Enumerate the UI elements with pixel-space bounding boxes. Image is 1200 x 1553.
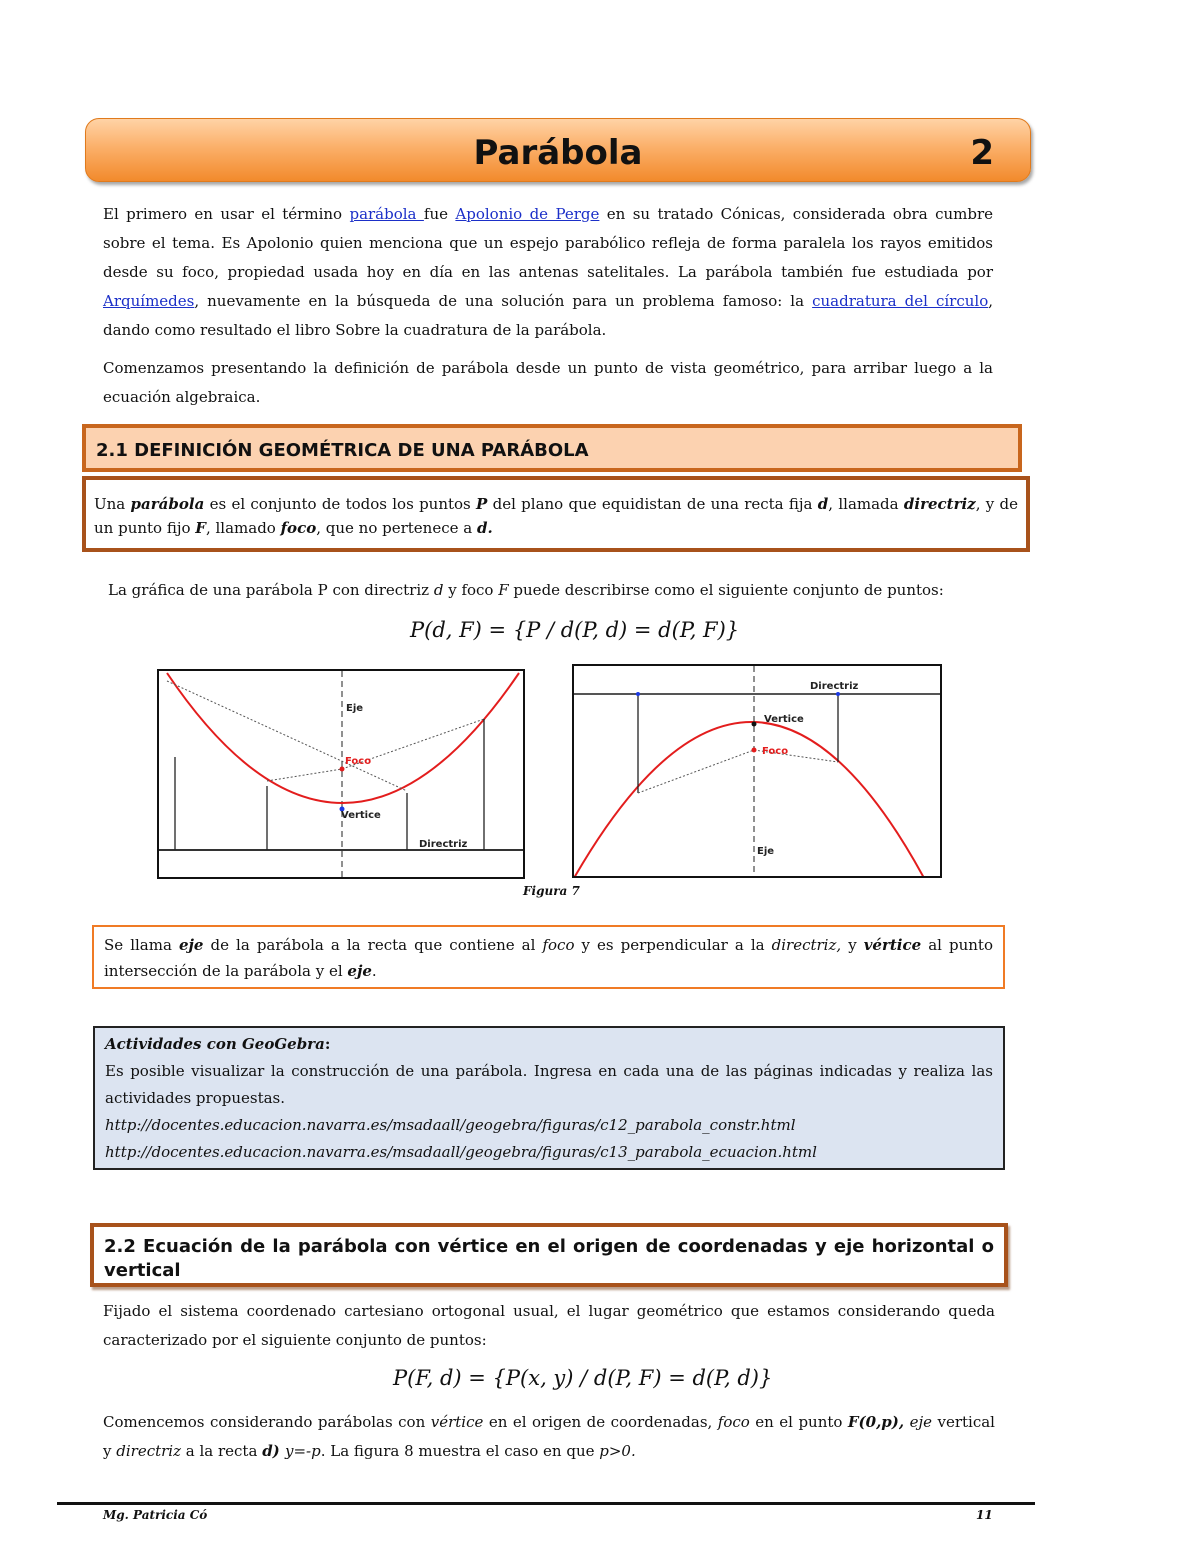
dotted-segment [638,750,754,793]
figure-right-parabola [572,664,942,878]
label-vertice: Vertice [764,714,804,725]
chapter-title-banner [85,118,1031,182]
def-text: , que no pertenece a [316,519,477,537]
def-text: Una [94,495,131,513]
section22-paragraph-2 [103,1408,995,1466]
def-term-directriz: directriz [903,495,976,513]
focus-point [340,767,345,772]
dotted-segment [267,769,342,781]
vertex-point [752,722,757,727]
label-directriz: Directriz [419,839,468,850]
label-directriz: Directriz [810,681,859,692]
s22-term-p: p>0. [599,1442,636,1460]
footer-divider [57,1502,1035,1505]
link-cuadratura[interactable]: cuadratura del círculo [812,292,989,310]
geogebra-title-text: Actividades con GeoGebra [105,1035,325,1053]
s22-text: . La figura 8 muestra el caso en que [320,1442,600,1460]
formula-definition: P(d, F) = {P / d(P, d) = d(P, F)} [410,618,740,642]
geogebra-activities-box [93,1026,1005,1170]
link-parabola[interactable]: parábola [349,205,424,223]
footer-page-number: 11 [976,1508,993,1522]
s22-text: en el origen de coordenadas, [483,1413,718,1431]
graph-description [108,578,944,602]
directrix-point [836,692,840,696]
s22-text: vertical y [103,1413,995,1460]
graph-text: y foco [443,581,499,599]
def-text: , llamado [205,519,281,537]
def-term-F: F [195,519,206,537]
term-eje: eje [178,936,204,954]
geogebra-title-colon: : [324,1035,331,1053]
focus-point [752,748,757,753]
directrix-point [636,692,640,696]
intro-text: en su tratado Cónicas, considerada obra cumbre sobre el tema. Es Apolonio quien menciona que un espejo parabólico refleja de forma paralela los rayos emitidos desde su foco, propiedad usada hoy en día en las antenas satelitales. La parábola también fue estudiada por [103,205,993,281]
eje-text: . [371,962,377,980]
s22-term-F: F(0,p), [847,1413,905,1431]
s22-term-directriz: directriz [116,1442,181,1460]
section-heading-2-2: 2.2 Ecuación de la parábola con vértice en el origen de coordenadas y eje horizontal o vertical [90,1223,1008,1287]
intro-text: , dando como resultado el libro Sobre la cuadratura de la parábola. [103,292,994,339]
dotted-segment [167,681,407,791]
eje-text: y es perpendicular a la [574,936,772,954]
section-heading-2-1 [82,424,1022,472]
s22-term-vertice: vértice [430,1413,484,1431]
s22-text: en el punto [749,1413,848,1431]
geogebra-text: Es posible visualizar la construcción de una parábola. Ingresa en cada una de las páginas indicadas y realiza las actividades propuestas. [105,1062,993,1107]
eje-text: de la parábola a la recta que contiene al [203,936,543,954]
formula-section22: P(F, d) = {P(x, y) / d(P, F) = d(P, d)} [393,1366,773,1390]
s22-term-y: y=-p [285,1442,321,1460]
section-heading-text: 2.1 DEFINICIÓN GEOMÉTRICA DE UNA PARÁBOLA [96,440,589,461]
link-apolonio[interactable]: Apolonio de Perge [455,205,600,223]
geogebra-url-1[interactable]: http://docentes.educacion.navarra.es/msadaall/geogebra/figuras/c12_parabola_constr.html [105,1116,796,1134]
def-term-P: P [476,495,488,513]
link-arquimedes[interactable]: Arquímedes [103,292,195,310]
def-text: es el conjunto de todos los puntos [204,495,477,513]
parabola-curve [167,673,519,803]
intro-text: , nuevamente en la búsqueda de una solución para un problema famoso: la [194,292,813,310]
def-text: del plano que equidistan de una recta fija [487,495,818,513]
figure-left-parabola [157,669,525,879]
page-title: Parábola [473,133,643,173]
label-eje: Eje [346,703,364,714]
label-foco: Foco [345,756,372,767]
s22-text: a la recta [181,1442,263,1460]
graph-text: La gráfica de una parábola P con directriz [108,581,434,599]
graph-text: puede describirse como el siguiente conjunto de puntos: [508,581,944,599]
label-foco: Foco [762,746,789,757]
intro-paragraph-2: Comenzamos presentando la definición de parábola desde un punto de vista geométrico, para arribar luego a la ecuación algebraica. [103,359,993,406]
term-foco: foco [542,936,575,954]
s22-term-dline: d) [262,1442,285,1460]
term-directriz: directriz, [771,936,842,954]
parabola-curve [574,722,924,878]
section22-paragraph: Fijado el sistema coordenado cartesiano ortogonal usual, el lugar geométrico que estamos considerando queda caracterizado por el siguiente conjunto de puntos: [103,1302,995,1349]
footer-author: Mg. Patricia Có [103,1508,208,1522]
figure-caption: Figura 7 [523,884,580,898]
chapter-number: 2 [970,133,994,173]
term-eje-2: eje [347,962,372,980]
def-text: , y de un punto fijo [94,495,1019,537]
s22-term-foco: foco [717,1413,750,1431]
intro-text: fue [423,205,456,223]
eje-definition-box [92,925,1005,989]
term-vertice: vértice [863,936,922,954]
geogebra-url-2[interactable]: http://docentes.educacion.navarra.es/msadaall/geogebra/figuras/c13_parabola_ecuacion.html [105,1143,817,1161]
s22-term-eje: eje [904,1413,933,1431]
graph-var-d: d [433,581,444,599]
eje-text: al punto intersección de la parábola y el [104,936,993,980]
intro-paragraph [103,200,993,345]
graph-var-F: F [498,581,509,599]
definition-box [82,476,1030,552]
def-term-d: d [817,495,829,513]
intro-text: El primero en usar el término [103,205,350,223]
def-term-parabola: parábola [130,495,205,513]
label-vertice: Vertice [341,810,381,821]
eje-text: y [841,936,864,954]
def-term-d2: d. [476,519,493,537]
def-term-foco: foco [280,519,317,537]
s22-text: Comencemos considerando parábolas con [103,1413,431,1431]
eje-text: Se llama [104,936,179,954]
label-eje: Eje [757,846,775,857]
geogebra-title [105,1031,993,1058]
def-text: , llamada [828,495,904,513]
